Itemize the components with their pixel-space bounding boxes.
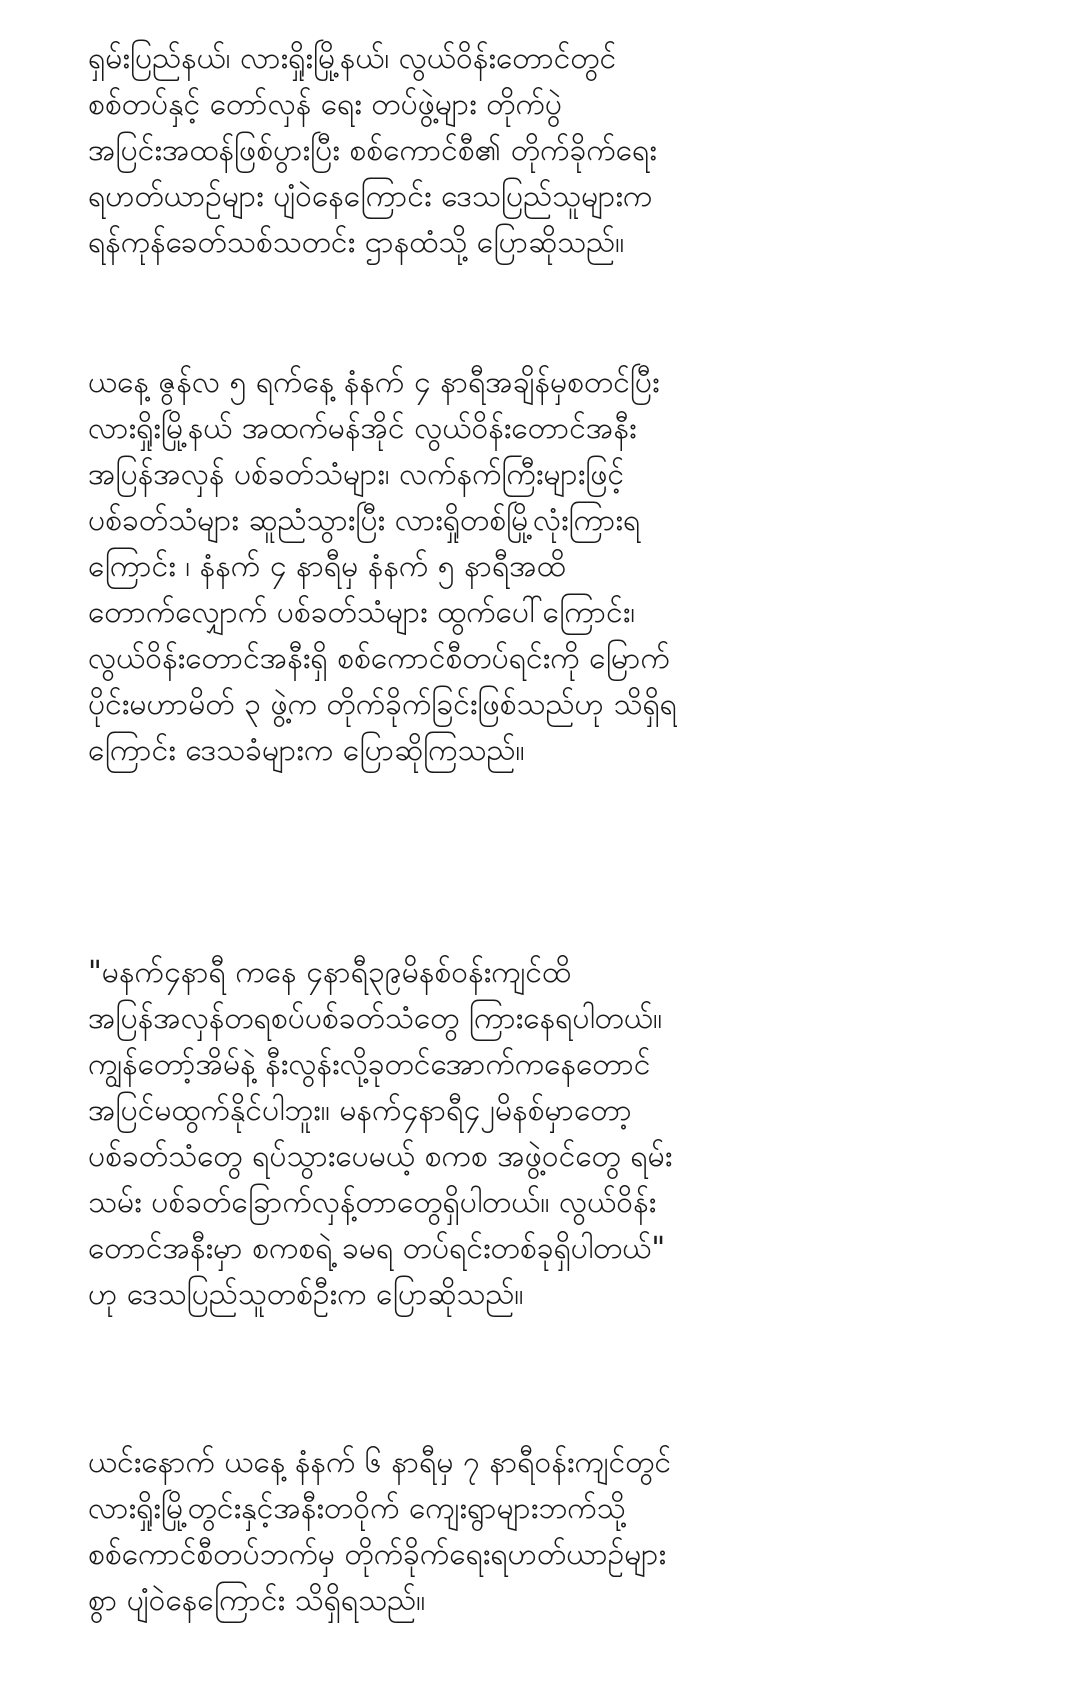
- paragraph-3-quote: [88, 950, 672, 1318]
- text-line: စစ်ကောင်စီတပ်ဘက်မှ တိုက်ခိုက်ရေးရဟတ်ယာဉ်များ: [88, 1537, 667, 1572]
- text-line: ဟု ဒေသပြည်သူတစ်ဦးက ပြောဆိုသည်။: [88, 1277, 524, 1312]
- text-line: ရန်ကုန်ခေတ်သစ်သတင်း ဌာနထံသို့ ပြောဆိုသည်။: [88, 225, 625, 260]
- text-line: လားရှိုးမြို့တွင်းနှင့်အနီးတဝိုက် ကျေးရွာများဘက်သို့: [88, 1491, 626, 1526]
- text-line: တောင်အနီးမှာ စကစရဲ့ ခမရ တပ်ရင်းတစ်ခုရှိပါတယ်": [88, 1231, 666, 1266]
- text-line: ကြောင်း ၊ နံနက် ၄ နာရီမှ နံနက် ၅ နာရီအထိ: [88, 549, 566, 584]
- text-line: အပြန်အလှန်တရစပ်ပစ်ခတ်သံတွေ ကြားနေရပါတယ်။: [88, 1001, 663, 1036]
- text-line: သမ်း ပစ်ခတ်ခြောက်လှန့်တာတွေရှိပါတယ်။ လွယ်ဝိန်း: [88, 1185, 657, 1220]
- text-line: တောက်လျှောက် ပစ်ခတ်သံများ ထွက်ပေါ်ကြောင်း၊: [88, 595, 636, 630]
- text-line: ပစ်ခတ်သံတွေ ရပ်သွားပေမယ့် စကစ အဖွဲ့ဝင်တွေ ရမ်း: [88, 1139, 673, 1174]
- text-line: ယနေ့ ဇွန်လ ၅ ရက်နေ့ နံနက် ၄ နာရီအချိန်မှစတင်ပြီး: [88, 365, 660, 400]
- text-line: စွာ ပျံဝဲနေကြောင်း သိရှိရသည်။: [88, 1583, 426, 1618]
- text-line: ပစ်ခတ်သံများ ဆူညံသွားပြီး လားရှိုတစ်မြို့လုံးကြားရ: [88, 503, 641, 538]
- text-line: ရှမ်းပြည်နယ်၊ လားရှိုးမြို့နယ်၊ လွယ်ဝိန်းတောင်တွင်: [88, 41, 617, 76]
- text-line: အပြင်မထွက်နိုင်ပါဘူး။ မနက်၄နာရီ၄၂မိနစ်မှာတော့: [88, 1093, 632, 1128]
- text-line: ကျွန်တော့်အိမ်နဲ့ နီးလွန်းလို့ခုတင်အောက်ကနေတောင်: [88, 1047, 651, 1082]
- text-line: ရဟတ်ယာဉ်များ ပျံဝဲနေကြောင်း ဒေသပြည်သူများက: [88, 179, 653, 214]
- text-line: အပြင်းအထန်ဖြစ်ပွားပြီး စစ်ကောင်စီ၏ တိုက်ခိုက်ရေး: [88, 133, 657, 168]
- paragraph-4: [88, 1440, 671, 1624]
- text-line: လွယ်ဝိန်းတောင်အနီးရှိ စစ်ကောင်စီတပ်ရင်းကို မြောက်: [88, 641, 670, 676]
- text-line: "မနက်၄နာရီ ကနေ ၄နာရီ၃၉မိနစ်ဝန်းကျင်ထိ: [88, 955, 572, 990]
- text-line: စစ်တပ်နှင့် တော်လှန် ရေး တပ်ဖွဲ့များ တိုက်ပွဲ: [88, 87, 562, 122]
- text-line: ယင်းနောက် ယနေ့ နံနက် ၆ နာရီမှ ၇ နာရီဝန်းကျင်တွင်: [88, 1445, 672, 1480]
- text-line: လားရှိုးမြို့နယ် အထက်မန်အိုင် လွယ်ဝိန်းတောင်အနီး: [88, 411, 637, 446]
- paragraph-1: [88, 36, 657, 266]
- text-line: အပြန်အလှန် ပစ်ခတ်သံများ၊ လက်နက်ကြီးများဖြင့်: [88, 457, 625, 492]
- paragraph-2: [88, 360, 677, 774]
- text-line: ကြောင်း ဒေသခံများက ပြောဆိုကြသည်။: [88, 733, 525, 768]
- text-line: ပိုင်းမဟာမိတ် ၃ ဖွဲ့က တိုက်ခိုက်ခြင်းဖြစ်သည်ဟု သိရှိရ: [88, 687, 677, 722]
